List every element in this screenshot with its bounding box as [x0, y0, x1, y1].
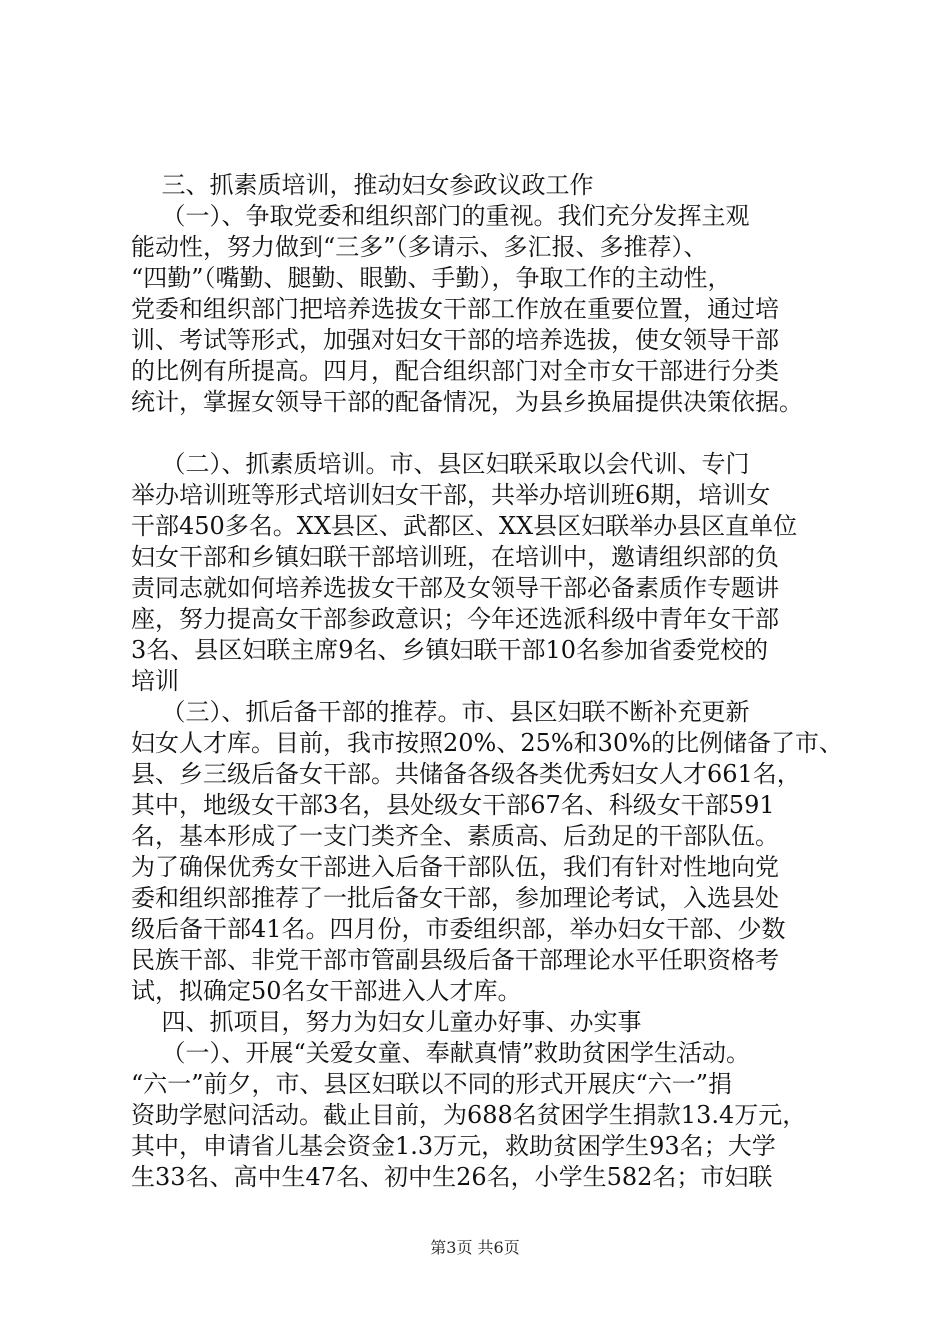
page-number-footer: 第3页 共6页: [430, 1238, 520, 1257]
paragraph-line: 妇女干部和乡镇妇联干部培训班，在培训中，邀请组织部的负: [131, 543, 779, 571]
paragraph-line: （三）、抓后备干部的推荐。市、县区妇联不断补充更新: [131, 698, 750, 726]
paragraph-line: 党委和组织部门把培养选拔女干部工作放在重要位置，通过培: [131, 295, 779, 323]
section-heading: 三、抓素质培训，推动妇女参政议政工作: [131, 171, 594, 199]
paragraph-line: 的比例有所提高。四月，配合组织部门对全市女干部进行分类: [131, 357, 779, 385]
paragraph-line: 责同志就如何培养选拔女干部及女领导干部必备素质作专题讲: [131, 574, 779, 602]
paragraph-line: 资助学慰问活动。截止目前，为688名贫困学生捐款13.4万元，: [131, 1101, 807, 1129]
paragraph-line: 举办培训班等形式培训妇女干部，共举办培训班6期，培训女: [131, 481, 771, 509]
paragraph-line: 委和组织部推荐了一批后备女干部，参加理论考试，入选县处: [131, 884, 779, 912]
blank-line: [131, 418, 847, 449]
paragraph-line: 试，拟确定50名女干部进入人才库。: [131, 977, 522, 1005]
paragraph-line: “六一”前夕，市、县区妇联以不同的形式开展庆“六一”捐: [131, 1070, 733, 1098]
paragraph-line: 妇女人才库。目前，我市按照20%、25%和30%的比例储备了市、: [131, 729, 844, 757]
paragraph-line: （一）、争取党委和组织部门的重视。我们充分发挥主观: [131, 202, 750, 230]
paragraph-line: 为了确保优秀女干部进入后备干部队伍，我们有针对性地向党: [131, 853, 779, 881]
paragraph-line: 培训: [131, 667, 179, 695]
paragraph-line: 生33名、高中生47名、初中生26名，小学生582名；市妇联: [131, 1163, 773, 1191]
body-text: [131, 170, 847, 1193]
paragraph-line: 3名、县区妇联主席9名、乡镇妇联干部10名参加省委党校的: [131, 636, 769, 664]
paragraph-line: （二）、抓素质培训。市、县区妇联采取以会代训、专门: [131, 450, 750, 478]
paragraph-line: 其中，地级女干部3名，县处级女干部67名、科级女干部591: [131, 791, 775, 819]
paragraph-line: （一）、开展“关爱女童、奉献真情”救助贫困学生活动。: [131, 1039, 751, 1067]
paragraph-line: 能动性，努力做到“三多”（多请示、多汇报、多推荐）、: [131, 233, 708, 261]
paragraph-line: 训、考试等形式，加强对妇女干部的培养选拔，使女领导干部: [131, 326, 779, 354]
paragraph-line: 县、乡三级后备女干部。共储备各级各类优秀妇女人才661名，: [131, 760, 801, 788]
paragraph-line: “四勤”（嘴勤、腿勤、眼勤、手勤），争取工作的主动性，: [131, 264, 732, 292]
section-heading: 四、抓项目，努力为妇女儿童办好事、办实事: [131, 1008, 642, 1036]
paragraph-line: 级后备干部41名。四月份，市委组织部，举办妇女干部、少数: [131, 915, 786, 943]
paragraph-line: 干部450多名。XX县区、武都区、XX县区妇联举办县区直单位: [131, 512, 798, 540]
paragraph-line: 其中，申请省儿基会资金1.3万元，救助贫困学生93名；大学: [131, 1132, 776, 1160]
paragraph-line: 座，努力提高女干部参政意识；今年还选派科级中青年女干部: [131, 605, 779, 633]
paragraph-line: 名，基本形成了一支门类齐全、素质高、后劲足的干部队伍。: [131, 822, 779, 850]
paragraph-line: 统计，掌握女领导干部的配备情况，为县乡换届提供决策依据。: [131, 388, 803, 416]
paragraph-line: 民族干部、非党干部市管副县级后备干部理论水平任职资格考: [131, 946, 779, 974]
